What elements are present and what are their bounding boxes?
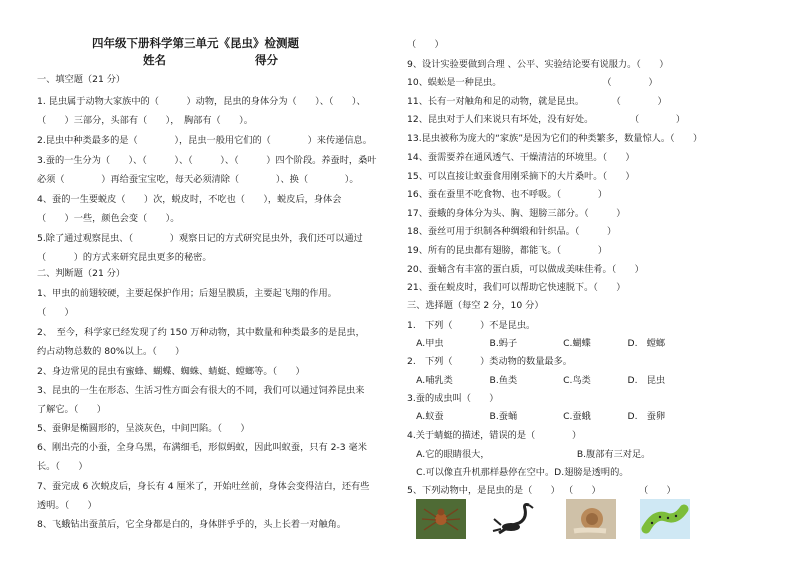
right-line: C.可以像直升机那样悬停在空中。D.翅膀是透明的。: [407, 467, 629, 478]
right-line: 18、蚕丝可用于织制各种绸缎和针织品。（ ）: [407, 226, 617, 237]
left-line: 二、判断题（21 分）: [37, 268, 126, 279]
right-line: 21、蚕在蜕皮时，我们可以帮助它快速脱下。（ ）: [407, 282, 626, 293]
left-line: 1、甲虫的前翅较硬，主要起保护作用；后翅呈膜质，主要起飞翔的作用。: [37, 288, 337, 299]
right-line: A.蚁蚕 B.蚕蛹 C.蚕蛾 D. 蚕卵: [407, 411, 666, 422]
right-line: 2. 下列（ ）类动物的数量最多。: [407, 356, 572, 367]
right-line: A.它的眼睛很大， B.腹部有三对足。: [407, 449, 651, 460]
left-line: 8、飞蛾钻出蚕茧后，它全身都是白的，身体胖乎乎的，头上长着一对触角。: [37, 519, 347, 530]
right-line: A.甲虫 B.蚂子 C.蝴蝶 D. 螳螂: [407, 338, 666, 349]
left-line: 5.除了通过观察昆虫、（ ）观察日记的方式研究昆虫外，我们还可以通过: [37, 233, 363, 244]
right-line: 16、蚕在蚕里不吃食物、也不呼吸。（ ）: [407, 189, 608, 200]
left-line: 了解它。（ ）: [37, 404, 106, 415]
caterpillar-image: [640, 499, 690, 539]
left-line: 1. 昆虫属于动物大家族中的（ ）动物，昆虫的身体分为（ ）、（ ）、: [37, 96, 366, 107]
snail-image: [566, 499, 616, 539]
score-label: 得分: [255, 53, 278, 67]
name-label: 姓名: [143, 53, 166, 67]
left-line: 长。（ ）: [37, 461, 88, 472]
right-line: 14、蚕需要养在通风透气、干燥清洁的环境里。（ ）: [407, 152, 635, 163]
right-line: 15、可以直接让蚁蚕食用刚采摘下的大片桑叶。（ ）: [407, 171, 635, 182]
left-line: （ ）三部分，头部有（ ）， 胸部有（ ）。: [37, 115, 253, 126]
left-line: 3、昆虫的一生在形态、生活习性方面会有很大的不同，我们可以通过饲养昆虫来: [37, 385, 365, 396]
right-line: 1. 下列（ ）不是昆虫。: [407, 320, 536, 331]
left-line: 透明。（ ）: [37, 500, 97, 511]
right-line: （ ）: [639, 485, 676, 496]
left-line: 2、身边常见的昆虫有蜜蜂、蝴蝶、蜘蛛、蜻蜓、螳螂等。（ ）: [37, 366, 305, 377]
right-line: 10、蜈蚣是一种昆虫。 （ ）: [407, 77, 658, 88]
spider-image: [416, 499, 466, 539]
right-line: 20、蚕蛹含有丰富的蛋白质，可以做成美味佳肴。（ ）: [407, 264, 644, 275]
left-line: 3.蚕的一生分为（ ）、（ ）、（ ）、（ ）四个阶段。养蚕时，桑叶: [37, 155, 377, 166]
page-title: 四年级下册科学第三单元《昆虫》检测题: [92, 36, 299, 50]
right-line: 9、设计实验要做到合理 、公平、实验结论要有说服力。（ ）: [407, 59, 669, 70]
right-line: 12、昆虫对于人们来说只有坏处，没有好处。 （ ）: [407, 114, 686, 125]
right-line: 3.蚕的成虫叫（ ）: [407, 393, 499, 404]
right-line: 5、下列动物中，是昆虫的是（ ）: [407, 485, 560, 496]
right-line: A.哺乳类 B.鱼类 C.鸟类 D. 昆虫: [407, 375, 666, 386]
right-line: 19、所有的昆虫都有翅膀，都能飞。（ ）: [407, 245, 608, 256]
right-line: 11、长有一对触角和足的动物，就是昆虫。 （ ）: [407, 96, 667, 107]
right-line: （ ）: [407, 39, 444, 50]
left-line: 2.昆虫中种类最多的是（ ），昆虫一般用它们的（ ）来传递信息。: [37, 135, 372, 146]
left-line: 5、蚕卵是椭圆形的，呈淡灰色，中间凹陷。（ ）: [37, 423, 250, 434]
right-line: （ ）: [564, 485, 601, 496]
scorpion-image: [491, 499, 541, 539]
left-line: 一、填空题（21 分）: [37, 74, 126, 85]
right-line: 4.关于蜻蜓的描述，错误的是（ ）: [407, 430, 582, 441]
left-line: 6、刚出壳的小蚕，全身乌黑，布满细毛，形似蚂蚁，因此叫蚁蚕，只有 2-3 毫米: [37, 442, 367, 453]
left-line: 必须（ ）再给蚕宝宝吃，每天必须清除（ ）、换（ ）。: [37, 174, 359, 185]
left-line: （ ）一些，颜色会变（ ）。: [37, 213, 180, 224]
left-line: 4、蚕的一生要蜕皮（ ）次，蜕皮时，不吃也（ ），蜕皮后，身体会: [37, 194, 342, 205]
left-line: （ ）的方式来研究昆虫更多的秘密。: [37, 252, 212, 263]
left-line: 7、蚕完成 6 次蜕皮后，身长有 4 厘米了，开始吐丝前，身体会变得洁白，还有些: [37, 481, 370, 492]
right-line: 17、蚕蛾的身体分为头、胸、翅膀三部分。（ ）: [407, 208, 626, 219]
right-line: 13.昆虫被称为庞大的“家族”是因为它们的种类繁多，数量惊人。（ ）: [407, 133, 703, 144]
left-line: （ ）: [37, 307, 74, 318]
right-line: 三、选择题（每空 2 分，10 分）: [407, 300, 544, 311]
left-line: 2、 至今，科学家已经发现了约 150 万种动物，其中数量和种类最多的是昆虫，: [37, 327, 365, 338]
left-line: 约占动物总数的 80%以上。（ ）: [37, 346, 185, 357]
